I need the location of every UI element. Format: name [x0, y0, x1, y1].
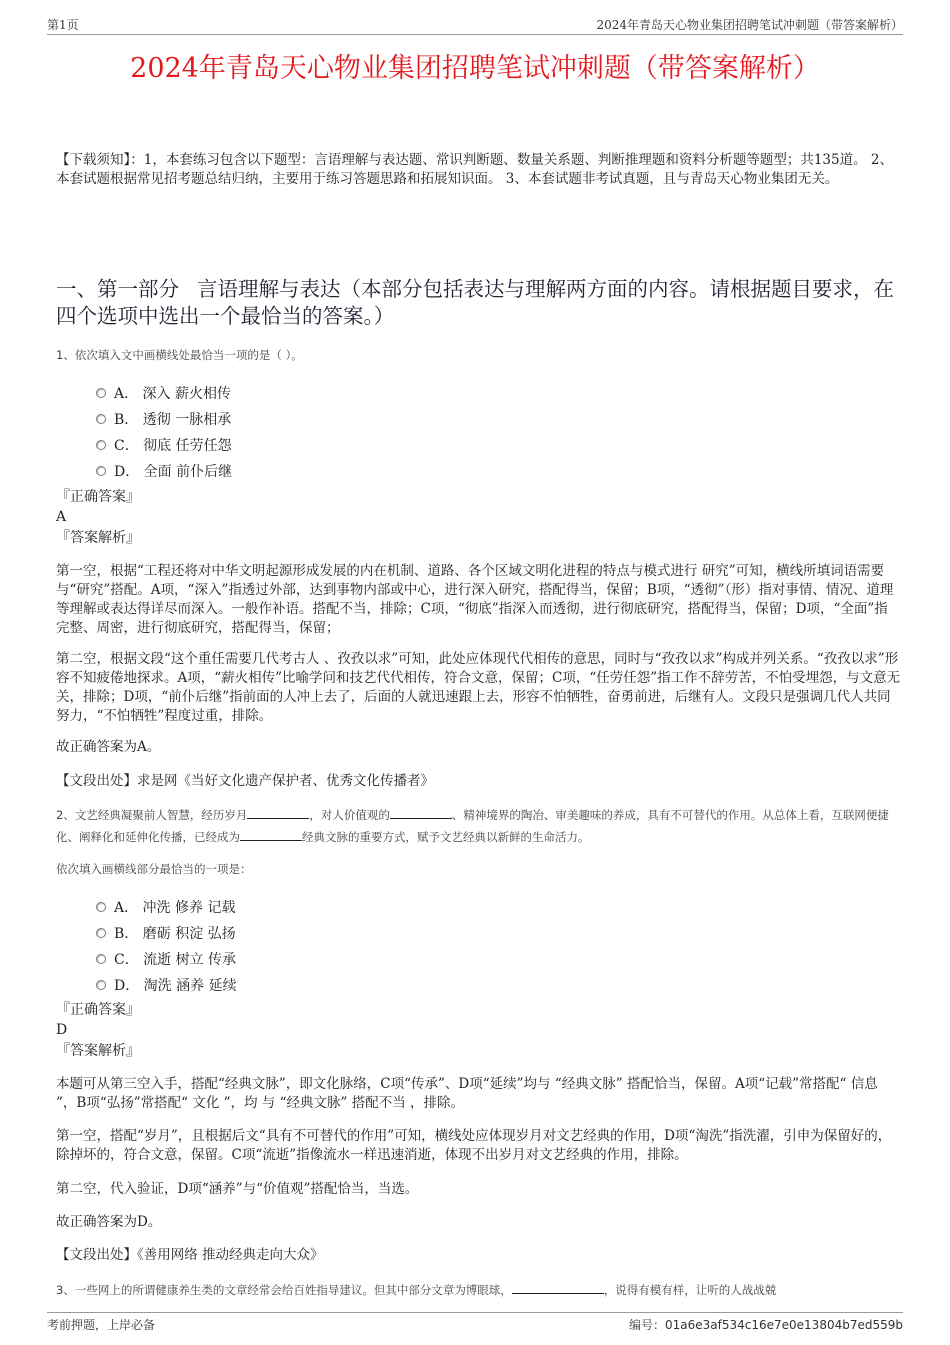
- q1-stem: 1、依次填入文中画横线处最恰当一项的是（ ）。: [56, 348, 303, 362]
- section-heading: [56, 276, 901, 330]
- q3-stem: 3、一些网上的所谓健康养生类的文章经常会给百姓指导建议。但其中部分文章为博眼球， ，说得有模有样，让听的人战战兢: [56, 1283, 777, 1297]
- page-footer: [47, 1312, 903, 1335]
- footer-code: 编号：01a6e3af534c16e7e0e13804b7ed559b: [628, 1318, 903, 1332]
- blank-3: [240, 828, 302, 841]
- radio-icon[interactable]: [96, 980, 106, 990]
- blank-1: [512, 1281, 604, 1294]
- header-doc-title: 2024年青岛天心物业集团招聘笔试冲刺题（带答案解析）: [596, 18, 903, 32]
- radio-icon[interactable]: [96, 954, 106, 964]
- page-number: 第1页: [47, 18, 79, 32]
- footer-slogan: 考前押题，上岸必备: [47, 1318, 156, 1332]
- radio-icon[interactable]: [96, 440, 106, 450]
- q1-analysis-p2: 第二空，根据文段“这个重任需要几代考古人 、孜孜以求”可知，此处应体现代代相传的意思，同时与“孜孜以求”构成并列关系。“孜孜以求”形容不知疲倦地探求。A项，“薪火相传”比喻学问和技艺代代相传，符合文意，保留；C项，“任劳任怨”指工作不辞劳苦，不怕受埋怨，与文意无关，排除；D项，“前仆后继”指前面的人冲上去了，后面的人就迅速跟上去，形容不怕牺牲，奋勇前进，后继有人。文段只是强调几代人共同努力，“不怕牺牲”程度过重，排除。: [56, 651, 901, 724]
- radio-icon[interactable]: [96, 388, 106, 398]
- q2-answer: D: [56, 1022, 68, 1038]
- q2-option-a[interactable]: A． 冲洗 修养 记载: [96, 894, 496, 920]
- q1-analysis-p3: 故正确答案为A。: [56, 739, 161, 755]
- q2-source: 【文段出处】《善用网络 推动经典走向大众》: [56, 1247, 324, 1263]
- radio-icon[interactable]: [96, 902, 106, 912]
- document-title: 2024年青岛天心物业集团招聘笔试冲刺题（带答案解析）: [130, 53, 820, 84]
- blank-1: [247, 806, 309, 819]
- q2-sub-stem: 依次填入画横线部分最恰当的一项是：: [56, 862, 252, 876]
- q2-option-c[interactable]: C． 流逝 树立 传承: [96, 946, 496, 972]
- q1-option-d[interactable]: D． 全面 前仆后继: [96, 458, 496, 484]
- blank-2: [390, 806, 452, 819]
- q2-analysis-p1: 本题可从第三空入手，搭配“经典文脉”，即文化脉络，C项“传承”、D项“延续”均与 “经典文脉” 搭配恰当，保留。A项“记载”常搭配“ 信息 ”，B项“弘扬”常搭配“ 文化 ”，均 与 “经典文脉” 搭配不当 ，排除。: [56, 1076, 878, 1111]
- q1-answer-label: 『正确答案』: [56, 489, 140, 505]
- q1-option-c[interactable]: C． 彻底 任劳任怨: [96, 432, 496, 458]
- q2-option-d[interactable]: D． 淘洗 涵养 延续: [96, 972, 496, 998]
- q2-options: [96, 894, 496, 998]
- page-header: [47, 14, 903, 35]
- section-part: 一、第一部分: [56, 277, 179, 301]
- q1-analysis-label: 『答案解析』: [56, 530, 140, 546]
- q2-answer-label: 『正确答案』: [56, 1002, 140, 1018]
- download-notice: 【下载须知】：1，本套练习包含以下题型：言语理解与表达题、常识判断题、数量关系题、判断推理题和资料分析题等题型；共135道。 2、本套试题根据常见招考题总结归纳，主要用于练习答题思路和拓展知识面。 3、本套试题非考试真题，且与青岛天心物业集团无关。: [56, 152, 893, 187]
- q1-source: 【文段出处】求是网《当好文化遗产保护者、优秀文化传播者》: [56, 773, 434, 789]
- q1-answer: A: [56, 509, 67, 525]
- q2-analysis-p3: 第二空，代入验证，D项“涵养”与“价值观”搭配恰当，当选。: [56, 1181, 419, 1197]
- q1-option-a[interactable]: A． 深入 薪火相传: [96, 380, 496, 406]
- q2-analysis-p2: 第一空，搭配“岁月”，且根据后文“具有不可替代的作用”可知，横线处应体现岁月对文艺经典的作用，D项“淘洗”指洗濯，引申为保留好的，除掉坏的，符合文意，保留。C项“流逝”指像流水一样迅速消逝，体现不出岁月对文艺经典的作用，排除。: [56, 1128, 892, 1163]
- section-description: 言语理解与表达（本部分包括表达与理解两方面的内容。请根据题目要求，在四个选项中选出一个最恰当的答案。）: [56, 277, 894, 328]
- radio-icon[interactable]: [96, 414, 106, 424]
- q1-analysis-p1: 第一空，根据“工程还将对中华文明起源形成发展的内在机制、道路、各个区域文明化进程的特点与模式进行 研究”可知，横线所填词语需要与“研究”搭配。A项，“深入”指透过外部，达到事物内部或中心，进行深入研究，搭配得当，保留；B项，“透彻”（形）指对事情、情况、道理等理解或表达得详尽而深入。一般作补语。搭配不当，排除；C项，“彻底”指深入而透彻，进行彻底研究，搭配得当，保留；D项，“全面”指完整、周密，进行彻底研究，搭配得当，保留；: [56, 563, 894, 636]
- q1-options: [96, 380, 496, 484]
- radio-icon[interactable]: [96, 466, 106, 476]
- radio-icon[interactable]: [96, 928, 106, 938]
- q2-option-b[interactable]: B． 磨砺 积淀 弘扬: [96, 920, 496, 946]
- q2-analysis-p4: 故正确答案为D。: [56, 1214, 162, 1230]
- q1-option-b[interactable]: B． 透彻 一脉相承: [96, 406, 496, 432]
- q2-analysis-label: 『答案解析』: [56, 1043, 140, 1059]
- q2-stem: 2、文艺经典凝聚前人智慧，经历岁月 ，对人价值观的 、精神境界的陶冶、审美趣味的养成，具有不可替代的作用。从总体上看，互联网便捷化、阐释化和延伸化传播，已经成为 经典文脉的重要方式，赋予文艺经典以新鲜的生命活力。: [56, 808, 889, 844]
